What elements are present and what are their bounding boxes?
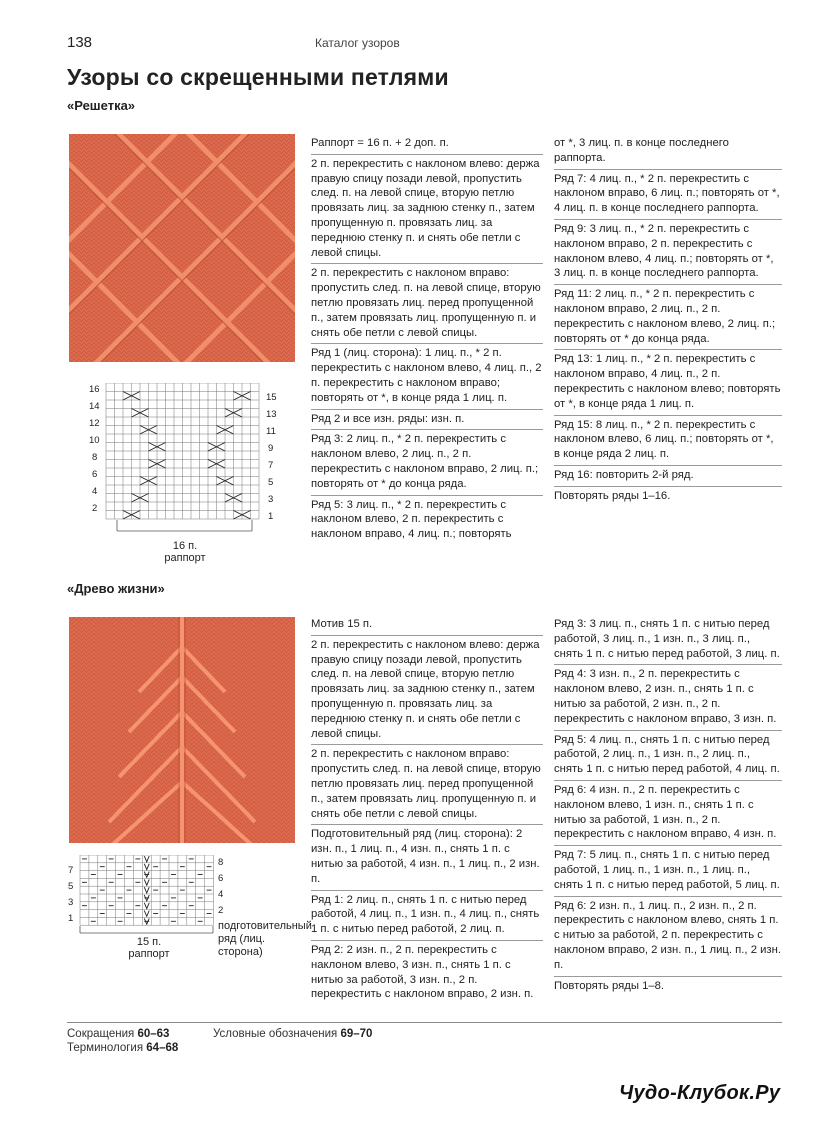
paragraph: Повторять ряды 1–16.: [554, 486, 782, 507]
footer-terminology: [67, 1041, 178, 1055]
row-label: 11: [266, 426, 276, 437]
paragraph: 2 п. перекрестить с наклоном вправо: пропустить след. п. на левой спице, вторую петлю провязать лиц. перед пропущенной п., затем провязать лиц. пропущенную п. и снять обе петли с левой спицы.: [311, 263, 543, 343]
footer-abbr-label: Сокращения: [67, 1028, 135, 1040]
tree-of-life-swatch-photo: [69, 617, 295, 843]
row-label: 2: [218, 905, 224, 916]
row-label: 1: [268, 511, 274, 522]
row-label: 2: [92, 503, 98, 514]
footer-symbols-pages[interactable]: 69–70: [340, 1028, 373, 1040]
paragraph: Ряд 2: 2 изн. п., 2 п. перекрестить с наклоном влево, 3 изн. п., снять 1 п. с нитью за работой, 3 изн. п., 2 п. перекрестить с наклоном вправо, 2 изн. п.: [311, 940, 543, 1005]
paragraph: Подготовительный ряд (лиц. сторона): 2 изн. п., 1 лиц. п., 4 изн. п., снять 1 п. с нитью за работой, 4 изн. п., 1 лиц. п., 2 изн. п.: [311, 824, 543, 889]
row-label: 13: [266, 409, 277, 420]
watermark: Чудо-Клубок.Ру: [619, 1082, 781, 1104]
row-label: 6: [92, 469, 98, 480]
row-label: 3: [268, 494, 274, 505]
paragraph: Ряд 1: 2 лиц. п., снять 1 п. с нитью перед работой, 4 лиц. п., 1 изн. п., 4 лиц. п., снять 1 п. с нитью перед работой, 2 лиц. п.: [311, 890, 543, 940]
slip-symbol: [144, 911, 149, 917]
footer-symbols: [213, 1027, 372, 1041]
footer-divider: [67, 1022, 782, 1023]
section1-name: «Решетка»: [67, 98, 136, 113]
row-label: 8: [218, 857, 224, 868]
slip-symbol: [144, 887, 149, 893]
section2-text-column-2: [554, 615, 782, 996]
page-number: 138: [67, 34, 93, 51]
row-label: 5: [268, 477, 274, 488]
row-label: 5: [68, 881, 74, 892]
section2-text-column-1: [311, 615, 543, 1005]
chart2-prep-row-note: подготовительный ряд (лиц. сторона): [218, 920, 312, 958]
section2-name: «Древо жизни»: [67, 581, 165, 596]
row-label: 9: [268, 443, 274, 454]
row-label: 15: [266, 392, 277, 403]
paragraph: 2 п. перекрестить с наклоном влево: держа правую спицу позади левой, пропустить след. п. на левой спице, вторую петлю провязать лиц. за заднюю стенку п., затем пропущенную п. провязать лиц. за переднюю стенку п. и снять обе петли с левой спицы.: [311, 635, 543, 745]
section1-text-column-1: [311, 134, 543, 545]
chart2-caption-stitches: 15 п.: [136, 936, 162, 948]
chart1-caption-stitches: 16 п.: [172, 540, 198, 552]
paragraph: Ряд 15: 8 лиц. п., * 2 п. перекрестить с наклоном влево, 6 лиц. п.; повторять от *, в конце ряда 2 лиц. п.: [554, 415, 782, 465]
paragraph: Ряд 7: 4 лиц. п., * 2 п. перекрестить с наклоном вправо, 6 лиц. п.; повторять от *, 4 лиц. п. в конце последнего раппорта.: [554, 169, 782, 219]
row-label: 3: [68, 897, 74, 908]
paragraph: 2 п. перекрестить с наклоном влево: держа правую спицу позади левой, пропустить след. п. на левой спице, вторую петлю провязать лиц. за заднюю стенку п., затем пропущенную п. провязать лиц. за переднюю стенку п. и снять обе петли с левой спицы.: [311, 154, 543, 264]
row-label: 14: [89, 401, 100, 412]
footer-symbols-label: Условные обозначения: [213, 1028, 338, 1040]
footer-term-pages[interactable]: 64–68: [146, 1042, 179, 1054]
paragraph: Ряд 3: 2 лиц. п., * 2 п. перекрестить с наклоном влево, 2 лиц. п., 2 п. перекрестить с наклоном вправо, 2 лиц. п.; повторять от * до конца ряда.: [311, 429, 543, 494]
chart1-caption-repeat: раппорт: [164, 552, 206, 564]
row-label: 6: [218, 873, 224, 884]
lattice-swatch-photo: [69, 134, 295, 362]
footer-term-label: Терминология: [67, 1042, 144, 1054]
row-label: 8: [92, 452, 98, 463]
page-title: Узоры со скрещенными петлями: [67, 64, 449, 90]
paragraph: Мотив 15 п.: [311, 618, 373, 630]
chart2-caption-repeat: раппорт: [128, 948, 170, 960]
row-label: 4: [218, 889, 224, 900]
paragraph: Ряд 9: 3 лиц. п., * 2 п. перекрестить с наклоном вправо, 2 п. перекрестить с наклоном влево, 4 лиц. п.; повторять от *, 3 лиц. п. в конце последнего раппорта.: [554, 219, 782, 284]
paragraph: Раппорт = 16 п. + 2 доп. п.: [311, 137, 449, 149]
paragraph: Ряд 11: 2 лиц. п., * 2 п. перекрестить с наклоном вправо, 2 лиц. п., 2 п. перекрестить с наклоном влево, 2 лиц. п.; повторять от * до конца ряда.: [554, 284, 782, 349]
row-label: 10: [89, 435, 100, 446]
paragraph: Ряд 5: 4 лиц. п., снять 1 п. с нитью перед работой, 2 лиц. п., 1 изн. п., 2 лиц. п., снять 1 п. с нитью перед работой, 4 лиц. п.: [554, 730, 782, 780]
row-label: 16: [89, 384, 100, 395]
slip-symbol: [144, 864, 149, 870]
paragraph: Ряд 6: 2 изн. п., 1 лиц. п., 2 изн. п., 2 п. перекрестить с наклоном влево, снять 1 п. с нитью за работой, 2 п. перекрестить с наклоном вправо, 2 изн. п., 1 лиц. п., 2 изн. п.: [554, 896, 782, 976]
slip-symbol: [144, 856, 149, 862]
paragraph: Ряд 1 (лиц. сторона): 1 лиц. п., * 2 п. перекрестить с наклоном влево, 4 лиц. п., 2 п. перекрестить с наклоном вправо; повторять от *, в конце ряда 1 лиц. п.: [311, 343, 543, 408]
paragraph: Ряд 2 и все изн. ряды: изн. п.: [311, 409, 543, 430]
paragraph: Ряд 13: 1 лиц. п., * 2 п. перекрестить с наклоном вправо, 4 лиц. п., 2 п. перекрестить с наклоном влево; повторять от *, в конце ряда 1 лиц. п.: [554, 349, 782, 414]
row-label: 7: [268, 460, 274, 471]
lattice-knitting-chart: [104, 383, 264, 543]
paragraph: Ряд 16: повторить 2-й ряд.: [554, 465, 782, 486]
paragraph: Ряд 6: 4 изн. п., 2 п. перекрестить с наклоном влево, 1 изн. п., снять 1 п. с нитью за работой, 1 изн. п., 2 п. перекрестить с наклоном вправо, 4 изн. п.: [554, 780, 782, 845]
paragraph: Повторять ряды 1–8.: [554, 976, 782, 997]
paragraph: от *, 3 лиц. п. в конце последнего раппорта.: [554, 137, 729, 164]
running-title: Каталог узоров: [315, 36, 400, 50]
footer-abbr-pages[interactable]: 60–63: [137, 1028, 170, 1040]
paragraph: 2 п. перекрестить с наклоном вправо: пропустить след. п. на левой спице, вторую петлю провязать лиц. перед пропущенной п., затем провязать лиц. пропущенную п. и снять обе петли с левой спицы.: [311, 744, 543, 824]
tree-of-life-knitting-chart: [78, 855, 218, 940]
row-label: 7: [68, 865, 74, 876]
paragraph: Ряд 3: 3 лиц. п., снять 1 п. с нитью перед работой, 3 лиц. п., 1 изн. п., 3 лиц. п., снять 1 п. с нитью перед работой, 3 лиц. п.: [554, 618, 780, 660]
paragraph: Ряд 7: 5 лиц. п., снять 1 п. с нитью перед работой, 1 лиц. п., 1 изн. п., 1 лиц. п., снять 1 п. с нитью перед работой, 5 лиц. п.: [554, 845, 782, 895]
section1-text-column-2: [554, 134, 782, 507]
slip-symbol: [144, 879, 149, 885]
row-label: 1: [68, 913, 74, 924]
row-label: 12: [89, 418, 100, 429]
slip-symbol: [144, 903, 149, 909]
paragraph: Ряд 5: 3 лиц. п., * 2 п. перекрестить с наклоном влево, 2 п. перекрестить с наклоном вправо, 4 лиц. п.; повторять: [311, 495, 543, 545]
row-label: 4: [92, 486, 98, 497]
paragraph: Ряд 4: 3 изн. п., 2 п. перекрестить с наклоном влево, 2 изн. п., снять 1 п. с нитью за работой, 2 изн. п., 2 п. перекрестить с наклоном вправо, 3 изн. п.: [554, 664, 782, 729]
footer-abbreviations: [67, 1027, 169, 1041]
